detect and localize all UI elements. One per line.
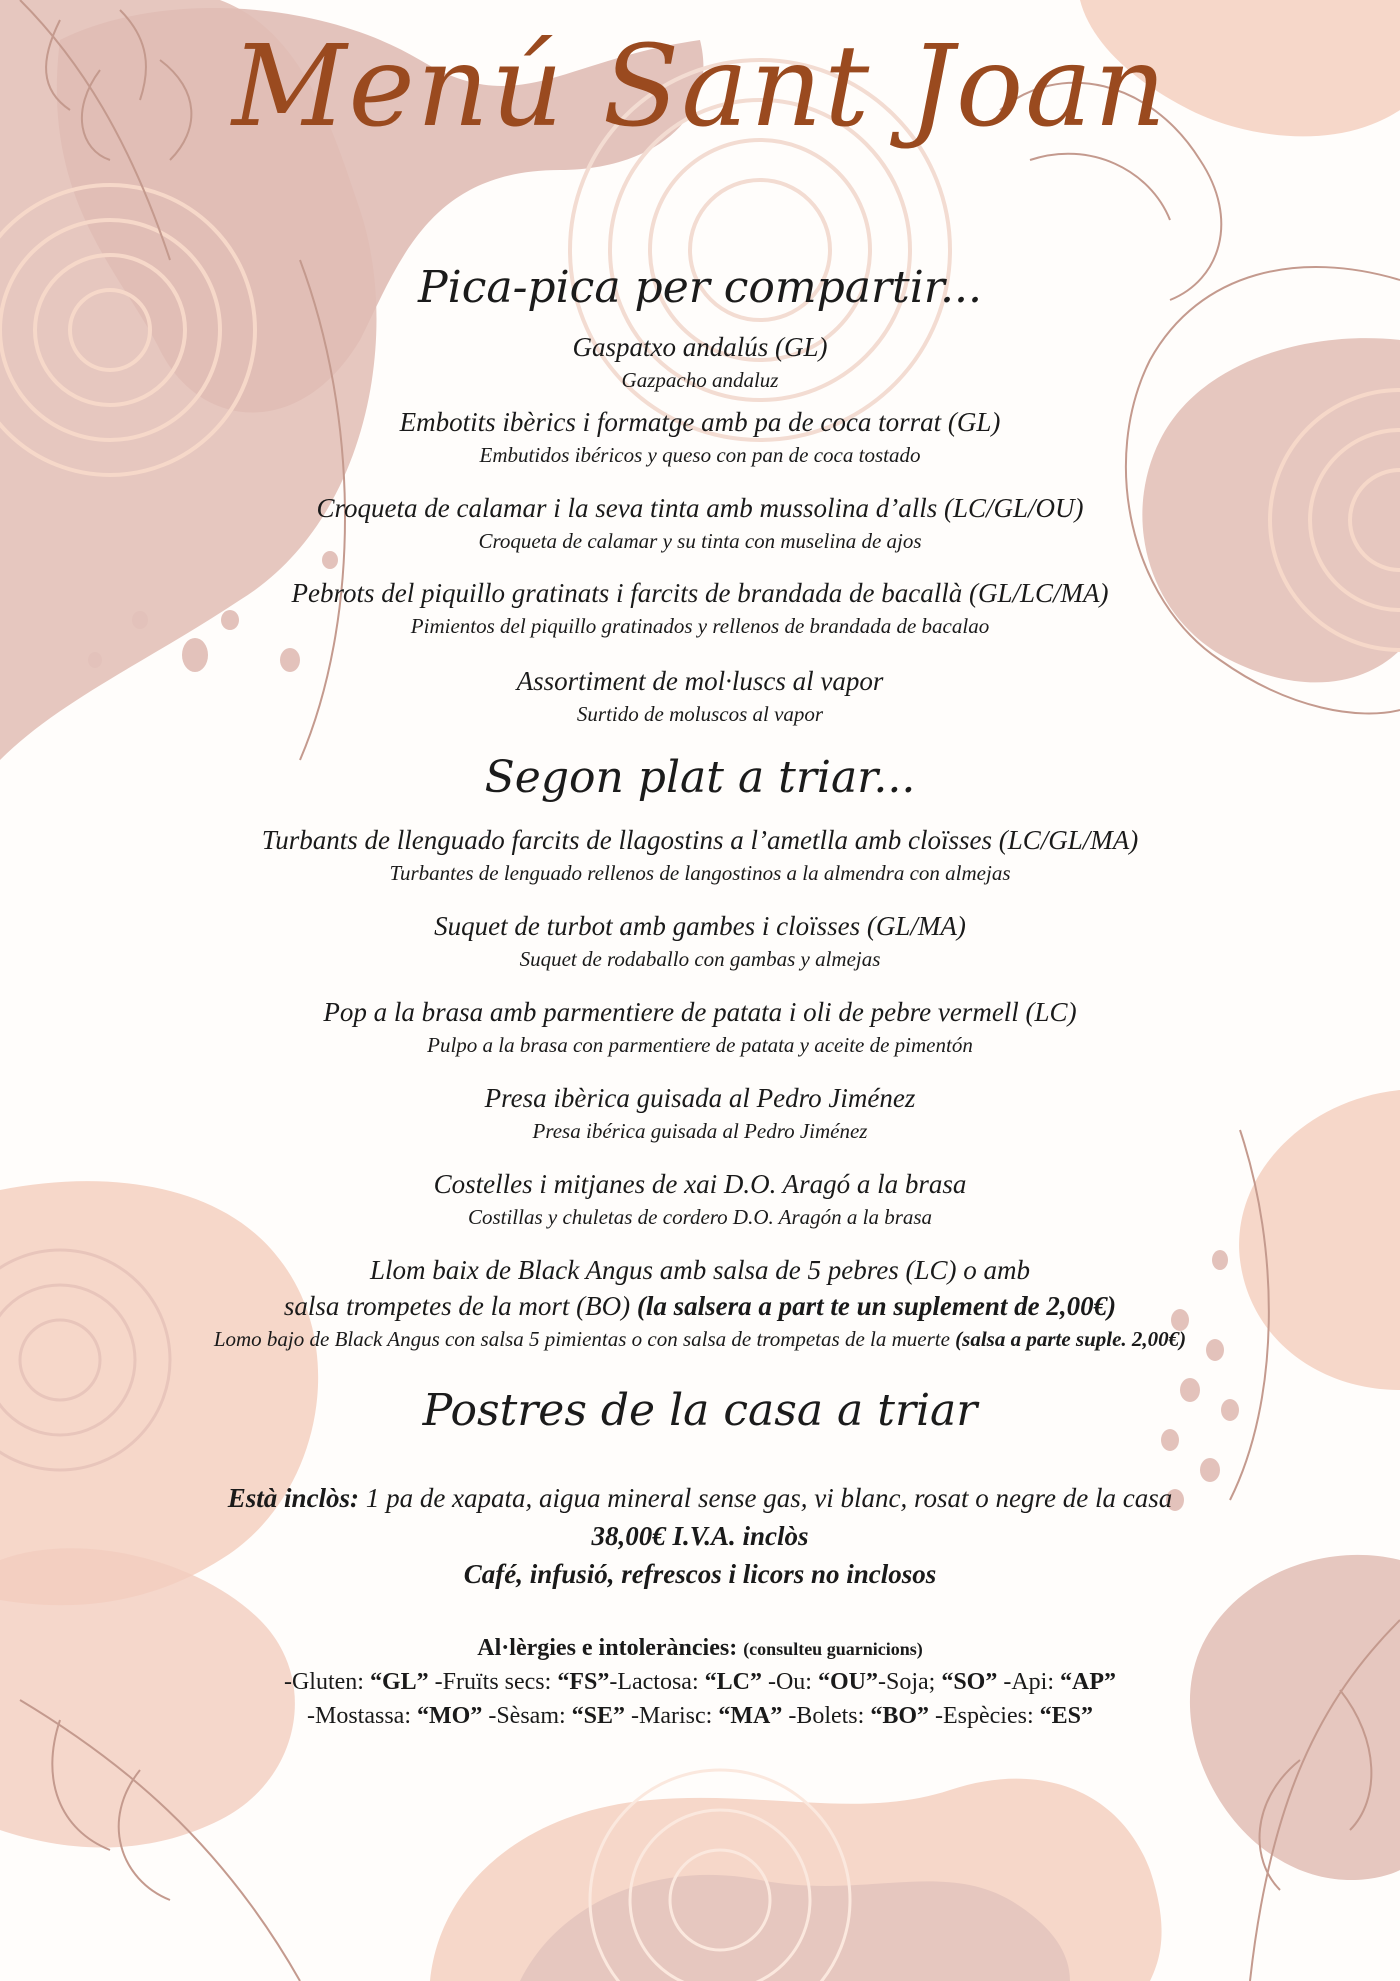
menu-item xyxy=(0,1166,1400,1232)
included-line xyxy=(0,1480,1400,1516)
item-name-es: Surtido de moluscos al vapor xyxy=(576,702,824,726)
section-heading-starters: Pica-pica per compartir... xyxy=(418,262,982,313)
allergen-name: -Lactosa: xyxy=(609,1669,705,1695)
allergens-note: (consulteu guarnicions) xyxy=(743,1639,923,1659)
menu-item xyxy=(0,575,1400,641)
item-name-es: Suquet de rodaballo con gambas y almejas xyxy=(519,947,881,971)
allergen-code: “ES” xyxy=(1039,1703,1093,1729)
item-name-ca-line2 xyxy=(0,1288,1400,1324)
item-name-ca: Pebrots del piquillo gratinats i farcits de brandada de bacallà (GL/LC/MA) xyxy=(291,578,1109,608)
item-name-ca: Embotits ibèrics i formatge amb pa de coca torrat (GL) xyxy=(399,407,1001,437)
menu-item xyxy=(0,329,1400,395)
item-name-ca: Presa ibèrica guisada al Pedro Jiménez xyxy=(484,1083,916,1113)
item-name-es: Embutidos ibéricos y queso con pan de coca tostado xyxy=(479,443,921,467)
sauce-supplement-note-es: (salsa a parte suple. 2,00€) xyxy=(955,1327,1187,1351)
allergens-row-2 xyxy=(0,1700,1400,1732)
item-name-ca: Assortiment de mol·luscs al vapor xyxy=(516,666,884,696)
allergen-name: -Mostassa: xyxy=(307,1703,417,1729)
allergen-name: -Api: xyxy=(997,1669,1060,1695)
sauce-supplement-note: (la salsera a part te un suplement de 2,00€) xyxy=(636,1291,1117,1321)
item-name-ca: Costelles i mitjanes de xai D.O. Aragó a la brasa xyxy=(433,1169,967,1199)
not-included-note: Café, infusió, refrescos i licors no inclosos xyxy=(463,1559,937,1589)
menu-item xyxy=(0,994,1400,1060)
item-name-es: Croqueta de calamar y su tinta con muselina de ajos xyxy=(478,529,922,553)
allergen-name: -Fruïts secs: xyxy=(428,1669,558,1695)
menu-item xyxy=(0,663,1400,729)
item-name-ca: Turbants de llenguado farcits de llagostins a l’ametlla amb cloïsses (LC/GL/MA) xyxy=(261,825,1139,855)
menu-item xyxy=(0,822,1400,888)
item-name-ca: Croqueta de calamar i la seva tinta amb mussolina d’alls (LC/GL/OU) xyxy=(316,493,1084,523)
included-label: Està inclòs: xyxy=(227,1483,360,1513)
allergen-name: -Gluten: xyxy=(283,1669,370,1695)
item-name-es: Presa ibérica guisada al Pedro Jiménez xyxy=(532,1119,868,1143)
allergen-code: “LC” xyxy=(704,1669,762,1695)
item-name-ca-line2-text: salsa trompetes de la mort (BO) xyxy=(283,1291,631,1321)
item-name-es: Pulpo a la brasa con parmentiere de patata y aceite de pimentón xyxy=(427,1033,973,1057)
item-name-ca-line1: Llom baix de Black Angus amb salsa de 5 pebres (LC) o amb xyxy=(370,1255,1030,1285)
allergen-code: “OU” xyxy=(817,1669,878,1695)
section-heading-mains: Segon plat a triar... xyxy=(484,752,916,803)
item-name-es xyxy=(0,1324,1400,1354)
item-name-es: Pimientos del piquillo gratinados y rellenos de brandada de bacalao xyxy=(410,614,990,638)
item-name-es-text: Lomo bajo de Black Angus con salsa 5 pimientas o con salsa de trompetas de la muerte xyxy=(213,1327,950,1351)
allergen-code: “AP” xyxy=(1060,1669,1116,1695)
allergen-name: -Espècies: xyxy=(929,1703,1040,1729)
menu-item-black-angus xyxy=(0,1252,1400,1354)
menu-title: Menú Sant Joan xyxy=(231,22,1169,152)
menu-item xyxy=(0,404,1400,470)
allergen-name: -Bolets: xyxy=(782,1703,871,1729)
menu-price: 38,00€ I.V.A. inclòs xyxy=(591,1521,809,1551)
allergen-code: “FS” xyxy=(557,1669,610,1695)
allergen-code: “GL” xyxy=(369,1669,429,1695)
item-name-es: Gazpacho andaluz xyxy=(621,368,779,392)
menu-item xyxy=(0,1080,1400,1146)
allergen-name: -Ou: xyxy=(761,1669,818,1695)
item-name-es: Turbantes de lenguado rellenos de langostinos a la almendra con almejas xyxy=(389,861,1011,885)
allergen-code: “SO” xyxy=(941,1669,998,1695)
item-name-es: Costillas y chuletas de cordero D.O. Aragón a la brasa xyxy=(467,1205,933,1229)
section-heading-desserts: Postres de la casa a triar xyxy=(422,1385,978,1436)
allergen-code: “BO” xyxy=(870,1703,929,1729)
menu-item xyxy=(0,908,1400,974)
item-name-ca: Pop a la brasa amb parmentiere de patata i oli de pebre vermell (LC) xyxy=(323,997,1077,1027)
allergen-code: “MA” xyxy=(718,1703,783,1729)
item-name-ca: Gaspatxo andalús (GL) xyxy=(572,332,828,362)
allergen-name: -Soja; xyxy=(877,1669,942,1695)
allergens-title-text: Al·lèrgies e intoleràncies: xyxy=(477,1635,738,1661)
allergen-name: -Marisc: xyxy=(625,1703,719,1729)
allergens-row-1 xyxy=(0,1666,1400,1698)
allergen-name: -Sèsam: xyxy=(482,1703,572,1729)
allergen-code: “MO” xyxy=(417,1703,483,1729)
included-text: 1 pa de xapata, aigua mineral sense gas, vi blanc, rosat o negre de la casa xyxy=(365,1483,1173,1513)
menu-item xyxy=(0,490,1400,556)
allergens-title xyxy=(0,1632,1400,1665)
item-name-ca: Suquet de turbot amb gambes i cloïsses (GL/MA) xyxy=(434,911,966,941)
allergen-code: “SE” xyxy=(571,1703,626,1729)
